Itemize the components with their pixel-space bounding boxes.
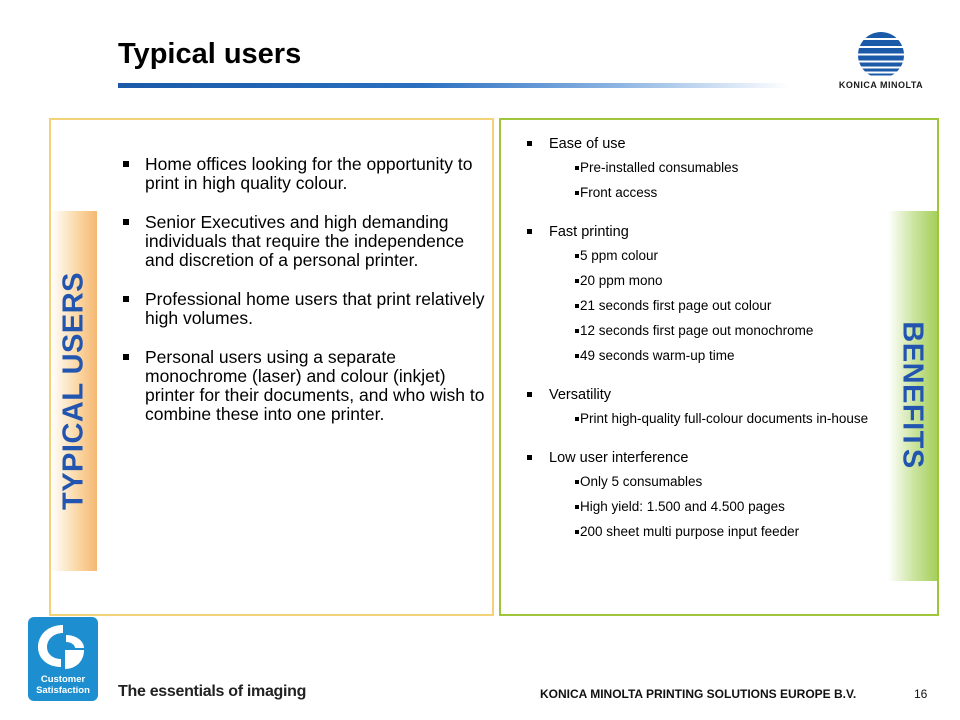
benefit-item-text: High yield: 1.500 and 4.500 pages	[580, 499, 785, 514]
bullet-icon	[123, 296, 129, 302]
benefit-group-versatility	[527, 387, 877, 429]
tagline: The essentials of imaging	[118, 683, 307, 700]
page-number: 16	[914, 687, 928, 701]
sub-bullet-icon	[575, 505, 579, 509]
brand-name: KONICA MINOLTA	[838, 80, 924, 90]
benefit-heading-text: Ease of use	[549, 136, 626, 152]
list-item	[527, 246, 877, 266]
sub-bullet-icon	[575, 480, 579, 484]
bullet-icon	[123, 161, 129, 167]
sub-bullet-icon	[575, 279, 579, 283]
sub-bullet-icon	[575, 254, 579, 258]
list-item	[527, 472, 877, 492]
benefits-list	[527, 136, 877, 563]
user-item-text: Professional home users that print relatively high volumes.	[145, 289, 485, 328]
sub-bullet-icon	[575, 304, 579, 308]
benefit-item-text: Front access	[580, 185, 658, 200]
benefit-group-low-user-interference	[527, 450, 877, 542]
sub-bullet-icon	[575, 329, 579, 333]
user-item-text: Home offices looking for the opportunity to print in high quality colour.	[145, 154, 473, 193]
title-underline	[118, 83, 790, 88]
list-item	[118, 213, 488, 270]
list-item	[527, 409, 877, 429]
sub-bullet-icon	[575, 191, 579, 195]
benefit-item-text: Pre-installed consumables	[580, 160, 739, 175]
list-item	[527, 296, 877, 316]
benefit-heading-text: Low user interference	[549, 450, 689, 466]
sub-bullet-icon	[575, 530, 579, 534]
bullet-icon	[123, 219, 129, 225]
benefit-heading-text: Versatility	[549, 387, 612, 403]
benefit-heading	[527, 387, 877, 404]
benefit-item-text: 5 ppm colour	[580, 248, 659, 263]
customer-satisfaction-logo-icon	[28, 617, 98, 701]
list-item	[118, 290, 488, 328]
benefit-item-text: Only 5 consumables	[580, 474, 703, 489]
benefit-heading	[527, 450, 877, 467]
list-item	[118, 348, 488, 424]
typical-users-label: TYPICAL USERS	[57, 271, 90, 511]
sub-bullet-icon	[575, 166, 579, 170]
benefit-heading	[527, 136, 877, 153]
list-item	[118, 155, 488, 193]
bullet-icon	[527, 141, 532, 146]
benefit-group-fast-printing	[527, 224, 877, 366]
typical-users-list	[118, 155, 488, 444]
benefits-label: BENEFITS	[896, 321, 929, 469]
cs-logo-line-2: Satisfaction	[36, 685, 90, 696]
benefit-item-text: 49 seconds warm-up time	[580, 348, 735, 363]
list-item	[527, 158, 877, 178]
list-item	[527, 271, 877, 291]
cs-logo-line-1: Customer	[40, 674, 86, 685]
sub-bullet-icon	[575, 417, 579, 421]
list-item	[527, 346, 877, 366]
footer-company: KONICA MINOLTA PRINTING SOLUTIONS EUROPE B.V.	[540, 687, 857, 701]
benefit-item-text: Print high-quality full-colour documents in-house	[580, 411, 869, 426]
list-item	[527, 497, 877, 517]
page-title: Typical users	[118, 38, 302, 70]
list-item	[527, 183, 877, 203]
benefit-item-text: 20 ppm mono	[580, 273, 663, 288]
bullet-icon	[527, 229, 532, 234]
user-item-text: Senior Executives and high demanding individuals that require the independence and discretion of a personal printer.	[145, 212, 465, 270]
list-item	[527, 321, 877, 341]
benefit-heading	[527, 224, 877, 241]
benefit-heading-text: Fast printing	[549, 224, 629, 240]
bullet-icon	[527, 392, 532, 397]
benefit-item-text: 200 sheet multi purpose input feeder	[580, 524, 800, 539]
benefit-item-text: 12 seconds first page out monochrome	[580, 323, 814, 338]
bullet-icon	[527, 455, 532, 460]
benefit-item-text: 21 seconds first page out colour	[580, 298, 772, 313]
list-item	[527, 522, 877, 542]
benefit-group-ease-of-use	[527, 136, 877, 203]
bullet-icon	[123, 354, 129, 360]
user-item-text: Personal users using a separate monochrome (laser) and colour (inkjet) printer for their documents, and who wish to combine these into one printer.	[145, 347, 485, 424]
sub-bullet-icon	[575, 354, 579, 358]
